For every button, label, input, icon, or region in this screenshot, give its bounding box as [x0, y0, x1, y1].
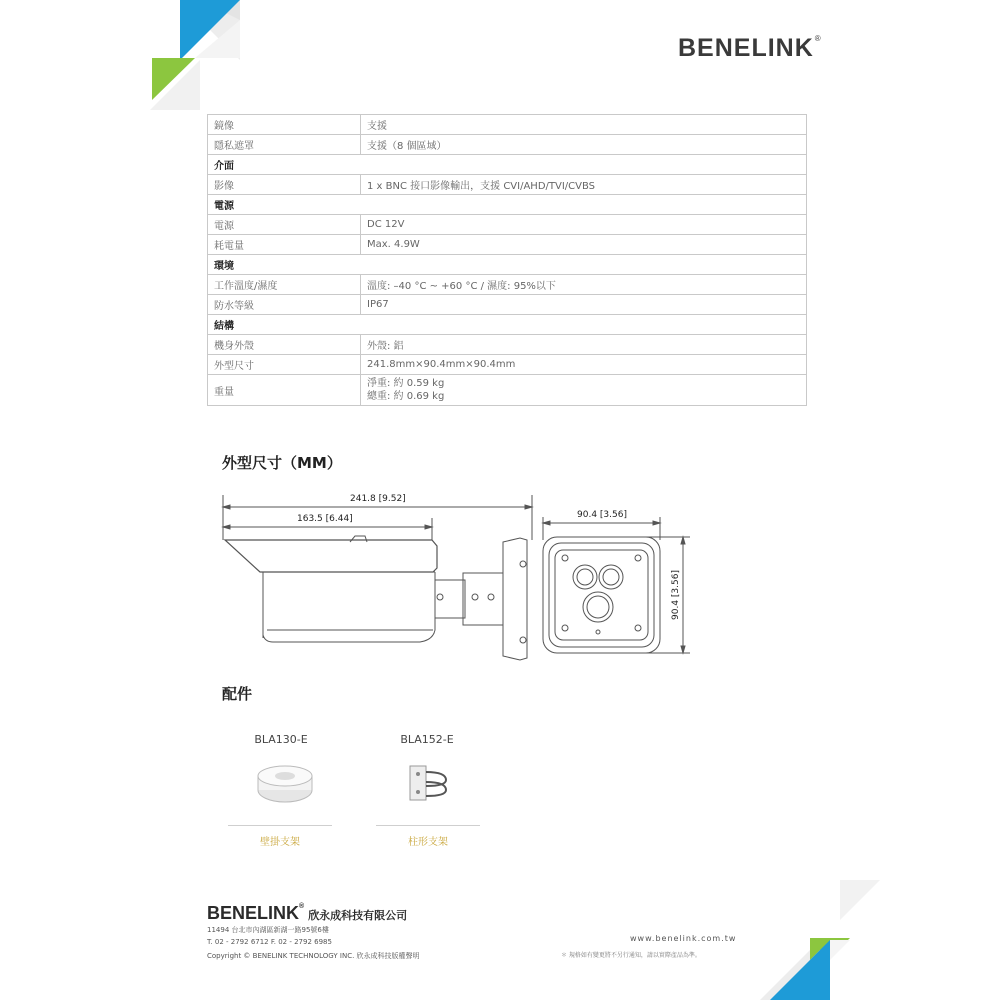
overall-length-label: 241.8 [9.52] [350, 494, 406, 504]
spec-value: DC 12V [361, 215, 807, 235]
spec-row [208, 115, 807, 135]
spec-row [208, 355, 807, 375]
dimension-drawing [205, 480, 705, 665]
spec-section-row [208, 195, 807, 215]
spec-key: 耗電量 [208, 235, 361, 255]
spec-key: 工作溫度/濕度 [208, 275, 361, 295]
spec-key: 外型尺寸 [208, 355, 361, 375]
spec-key: 重量 [208, 375, 361, 406]
spec-section-row [208, 315, 807, 335]
corner-decoration-top-left [140, 0, 310, 120]
brand-logo: BENELINK® [678, 34, 822, 62]
pole-mount-image [402, 760, 452, 805]
spec-section-title: 介面 [208, 155, 807, 175]
spec-key: 鏡像 [208, 115, 361, 135]
spec-key: 防水等級 [208, 295, 361, 315]
spec-value: 外殼: 鋁 [361, 335, 807, 355]
spec-section-row [208, 155, 807, 175]
front-width-label: 90.4 [3.56] [577, 510, 627, 520]
spec-row [208, 235, 807, 255]
spec-value: 241.8mm×90.4mm×90.4mm [361, 355, 807, 375]
accessory-code-1: BLA130-E [254, 733, 308, 746]
spec-section-title: 結構 [208, 315, 807, 335]
spec-table [207, 114, 807, 406]
spec-row [208, 215, 807, 235]
wall-mount-image [255, 760, 315, 805]
accessory-code-2: BLA152-E [400, 733, 454, 746]
dimensions-heading: 外型尺寸（MM） [222, 454, 342, 472]
spec-value: Max. 4.9W [361, 235, 807, 255]
spec-value: 溫度: –40 °C ~ +60 °C / 濕度: 95%以下 [361, 275, 807, 295]
spec-section-title: 環境 [208, 255, 807, 275]
footer-phone: T. 02 - 2792 6712 F. 02 - 2792 6985 [207, 938, 332, 946]
footer-notice: ＊ 規格如有變更將不另行通知，請以實際產品為準。 [561, 952, 701, 959]
spec-row [208, 275, 807, 295]
spec-row [208, 175, 807, 195]
footer-copyright: Copyright © BENELINK TECHNOLOGY INC. 欣永成科技版權聲明 [207, 952, 420, 960]
footer-website[interactable]: www.benelink.com.tw [630, 934, 737, 943]
front-height-label: 90.4 [3.56] [671, 570, 681, 620]
spec-value [361, 375, 807, 406]
spec-row [208, 375, 807, 406]
spec-key: 機身外殼 [208, 335, 361, 355]
spec-value: 支援 [361, 115, 807, 135]
spec-value-line: 淨重: 約 0.59 kg [367, 378, 445, 389]
spec-row [208, 135, 807, 155]
spec-section-title: 電源 [208, 195, 807, 215]
spec-key: 電源 [208, 215, 361, 235]
footer-address: 11494 台北市內湖區新湖一路95號6樓 [207, 926, 329, 934]
body-length-label: 163.5 [6.44] [297, 514, 353, 524]
spec-key: 影像 [208, 175, 361, 195]
spec-value: 1 x BNC 接口影像輸出，支援 CVI/AHD/TVI/CVBS [361, 175, 807, 195]
spec-row [208, 335, 807, 355]
spec-row [208, 295, 807, 315]
spec-key: 隱私遮罩 [208, 135, 361, 155]
spec-value: IP67 [361, 295, 807, 315]
footer-logo: BENELINK®欣永成科技有限公司 [207, 903, 408, 923]
spec-value: 支援（8 個區域） [361, 135, 807, 155]
spec-section-row [208, 255, 807, 275]
accessory-label-1: 壁掛支架 [228, 825, 332, 848]
accessory-label-2: 柱形支架 [376, 825, 480, 848]
corner-decoration-bottom-right [730, 880, 880, 1000]
spec-value-line: 總重: 約 0.69 kg [367, 391, 445, 402]
accessories-heading: 配件 [222, 685, 253, 703]
